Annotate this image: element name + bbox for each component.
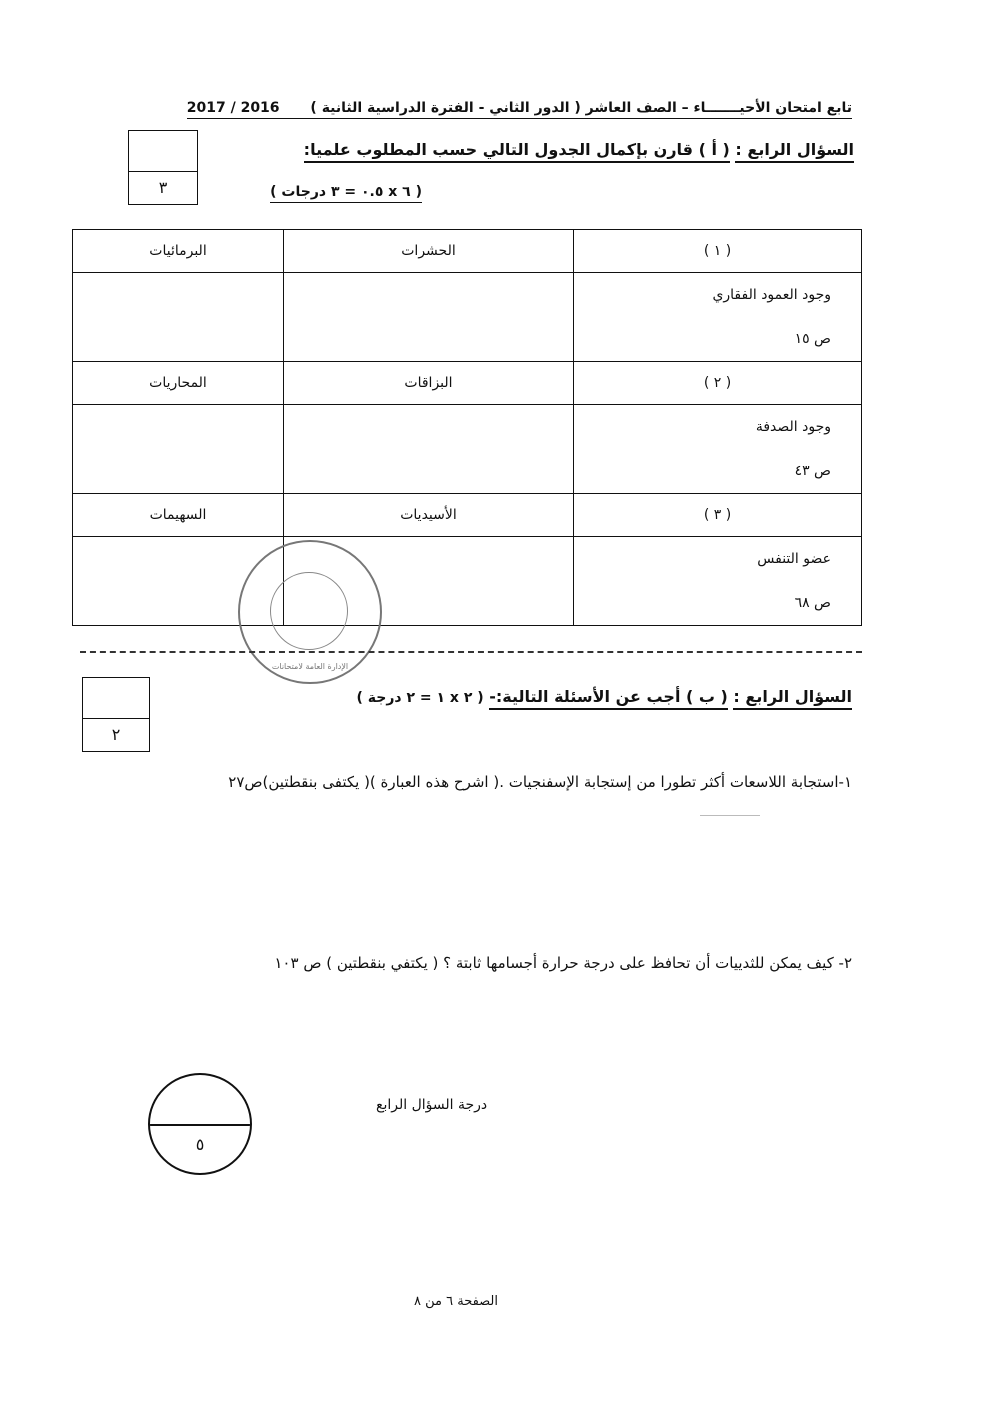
group-3-col-left: السهيمات xyxy=(73,494,284,537)
section-a-score-box xyxy=(128,130,198,205)
question-2: ٢- كيف يمكن للثدييات أن تحافظ على درجة حرارة أجسامها ثابتة ؟ ( يكتفي بنقطتين ) ص ١٠٣ xyxy=(274,954,852,972)
section-a-marks xyxy=(270,184,422,200)
group-1-answer-mid[interactable] xyxy=(284,273,574,362)
table-row-group-3-body xyxy=(73,537,862,626)
group-1-number: ( ١ ) xyxy=(574,230,862,273)
group-2-criterion-cell xyxy=(574,405,862,494)
group-2-col-mid: البزاقات xyxy=(284,362,574,405)
group-1-page-ref: ص ١٥ xyxy=(794,331,831,347)
table-row-group-3-header xyxy=(73,494,862,537)
section-a-title-main: ( أ ) قارن بإكمال الجدول التالي حسب المطلوب علميا: xyxy=(304,140,730,163)
section-a-score-box-value: ٣ xyxy=(158,178,168,197)
section-a-score-box-empty[interactable] xyxy=(129,131,197,172)
group-2-number: ( ٢ ) xyxy=(574,362,862,405)
group-2-answer-left[interactable] xyxy=(73,405,284,494)
group-3-number: ( ٣ ) xyxy=(574,494,862,537)
total-score-label: درجة السؤال الرابع xyxy=(376,1097,488,1113)
group-3-page-ref: ص ٦٨ xyxy=(794,595,831,611)
group-1-answer-left[interactable] xyxy=(73,273,284,362)
group-1-col-mid: الحشرات xyxy=(284,230,574,273)
group-1-col-left: البرمائيات xyxy=(73,230,284,273)
section-b-title-prefix: السؤال الرابع : xyxy=(733,687,852,710)
total-score-value: ٥ xyxy=(195,1135,205,1154)
table-row-group-1-header xyxy=(73,230,862,273)
group-2-criterion: وجود الصدفة xyxy=(755,419,831,435)
section-a-title xyxy=(304,140,854,159)
group-3-criterion-cell xyxy=(574,537,862,626)
question-1: ١-استجابة اللاسعات أكثر تطورا من إستجابة الإسفنجيات .( اشرح هذه العبارة )( يكتفى بنقطتين)ص٢٧ xyxy=(228,773,852,791)
section-b-title xyxy=(356,687,852,706)
comparison-table xyxy=(72,229,862,626)
group-3-col-mid: الأسيديات xyxy=(284,494,574,537)
group-2-col-left: المحاريات xyxy=(73,362,284,405)
section-b-score-box-value: ٢ xyxy=(111,725,121,744)
group-1-criterion: وجود العمود الفقاري xyxy=(712,287,831,303)
table-row-group-2-header xyxy=(73,362,862,405)
group-3-criterion: عضو التنفس xyxy=(757,551,831,567)
official-stamp xyxy=(238,540,382,684)
stamp-text: الإدارة العامة لامتحانات xyxy=(271,662,349,671)
exam-header xyxy=(187,100,852,119)
group-2-answer-mid[interactable] xyxy=(284,405,574,494)
section-divider xyxy=(80,651,862,653)
section-b-title-main: ( ب ) أجب عن الأسئلة التالية:- xyxy=(489,687,728,710)
group-2-page-ref: ص ٤٣ xyxy=(794,463,831,479)
stamp-emblem-icon xyxy=(270,572,348,650)
table-row-group-1-body xyxy=(73,273,862,362)
section-b-score-box xyxy=(82,677,150,752)
exam-header-year: 2016 / 2017 xyxy=(186,100,280,116)
total-score-circle xyxy=(148,1073,252,1175)
section-a-title-prefix: السؤال الرابع : xyxy=(735,140,854,163)
section-a-marks-text: ( ٦ x ٠.٥ = ٣ درجات ) xyxy=(270,184,422,203)
total-score-divider xyxy=(150,1124,250,1126)
table-row-group-2-body xyxy=(73,405,862,494)
section-b-score-box-empty[interactable] xyxy=(83,678,149,719)
group-1-criterion-cell xyxy=(574,273,862,362)
answer-line-1 xyxy=(700,815,760,816)
section-b-marks: ( ٢ x ١ = ٢ درجة ) xyxy=(356,690,484,706)
exam-header-title: تابع امتحان الأحيـــــــاء – الصف العاشر ( الدور الثاني - الفترة الدراسية الثانية ) xyxy=(310,100,852,116)
page-number: الصفحة ٦ من ٨ xyxy=(414,1294,499,1309)
